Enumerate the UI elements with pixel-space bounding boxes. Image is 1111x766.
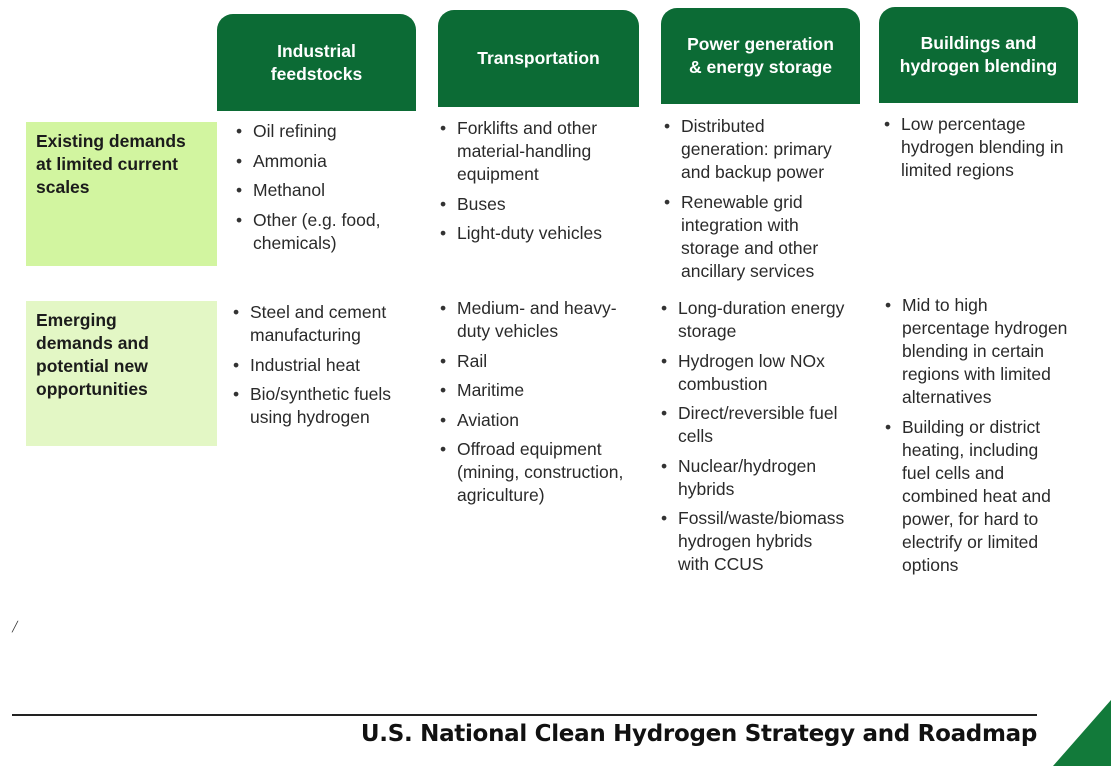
corner-triangle-icon	[1053, 700, 1111, 766]
list-item: • Low percentage hydrogen blending in limited regions	[883, 113, 1098, 182]
column-header-buildings: Buildings and hydrogen blending	[879, 7, 1078, 103]
list-item: • Building or district heating, including fuel cells and combined heat and power, for hard to electrify or limited options	[884, 416, 1104, 577]
list-item: • Buses	[439, 193, 654, 216]
list-item: • Direct/reversible fuel cells	[660, 402, 875, 448]
list-item: • Long-duration energy storage	[660, 297, 875, 343]
list-item: • Maritime	[439, 379, 654, 402]
list-item: • Offroad equipment (mining, construction, agriculture)	[439, 438, 654, 507]
cell-emerging-industrial	[232, 301, 432, 436]
column-header-power-generation: Power generation & energy storage	[661, 8, 860, 104]
list-item: • Bio/synthetic fuels using hydrogen	[232, 383, 432, 429]
row-label-existing-demands: Existing demands at limited current scales	[26, 122, 217, 266]
column-header-industrial-feedstocks: Industrial feedstocks	[217, 14, 416, 111]
list-item: • Steel and cement manufacturing	[232, 301, 432, 347]
footer-title: U.S. National Clean Hydrogen Strategy and Roadmap	[360, 721, 1037, 747]
list-item: • Rail	[439, 350, 654, 373]
cell-emerging-transportation	[439, 297, 654, 514]
list-item: • Mid to high percentage hydrogen blending in certain regions with limited alternatives	[884, 294, 1104, 409]
cell-existing-buildings	[883, 113, 1098, 189]
list-item: • Nuclear/hydrogen hybrids	[660, 455, 875, 501]
list-item: • Methanol	[235, 179, 435, 202]
list-item: • Hydrogen low NOx combustion	[660, 350, 875, 396]
cell-emerging-buildings	[884, 294, 1104, 583]
cell-existing-transportation	[439, 117, 654, 252]
corner-triangle-shape	[1053, 700, 1111, 766]
footer-divider	[12, 714, 1037, 716]
list-item: • Other (e.g. food, chemicals)	[235, 209, 435, 255]
list-item: • Aviation	[439, 409, 654, 432]
list-item: • Renewable grid integration with storage and other ancillary services	[663, 191, 873, 283]
list-item: • Fossil/waste/biomass hydrogen hybrids with CCUS	[660, 507, 875, 576]
decorative-mark: ╱	[12, 622, 19, 633]
cell-emerging-power	[660, 297, 875, 583]
cell-existing-industrial	[235, 120, 435, 261]
list-item: • Industrial heat	[232, 354, 432, 377]
list-item: • Ammonia	[235, 150, 435, 173]
row-label-emerging-demands: Emerging demands and potential new opportunities	[26, 301, 217, 446]
column-header-transportation: Transportation	[438, 10, 639, 107]
list-item: • Light-duty vehicles	[439, 222, 654, 245]
cell-existing-power	[663, 115, 873, 289]
list-item: • Medium- and heavy- duty vehicles	[439, 297, 654, 343]
list-item: • Oil refining	[235, 120, 435, 143]
list-item: • Distributed generation: primary and backup power	[663, 115, 873, 184]
list-item: • Forklifts and other material-handling equipment	[439, 117, 654, 186]
